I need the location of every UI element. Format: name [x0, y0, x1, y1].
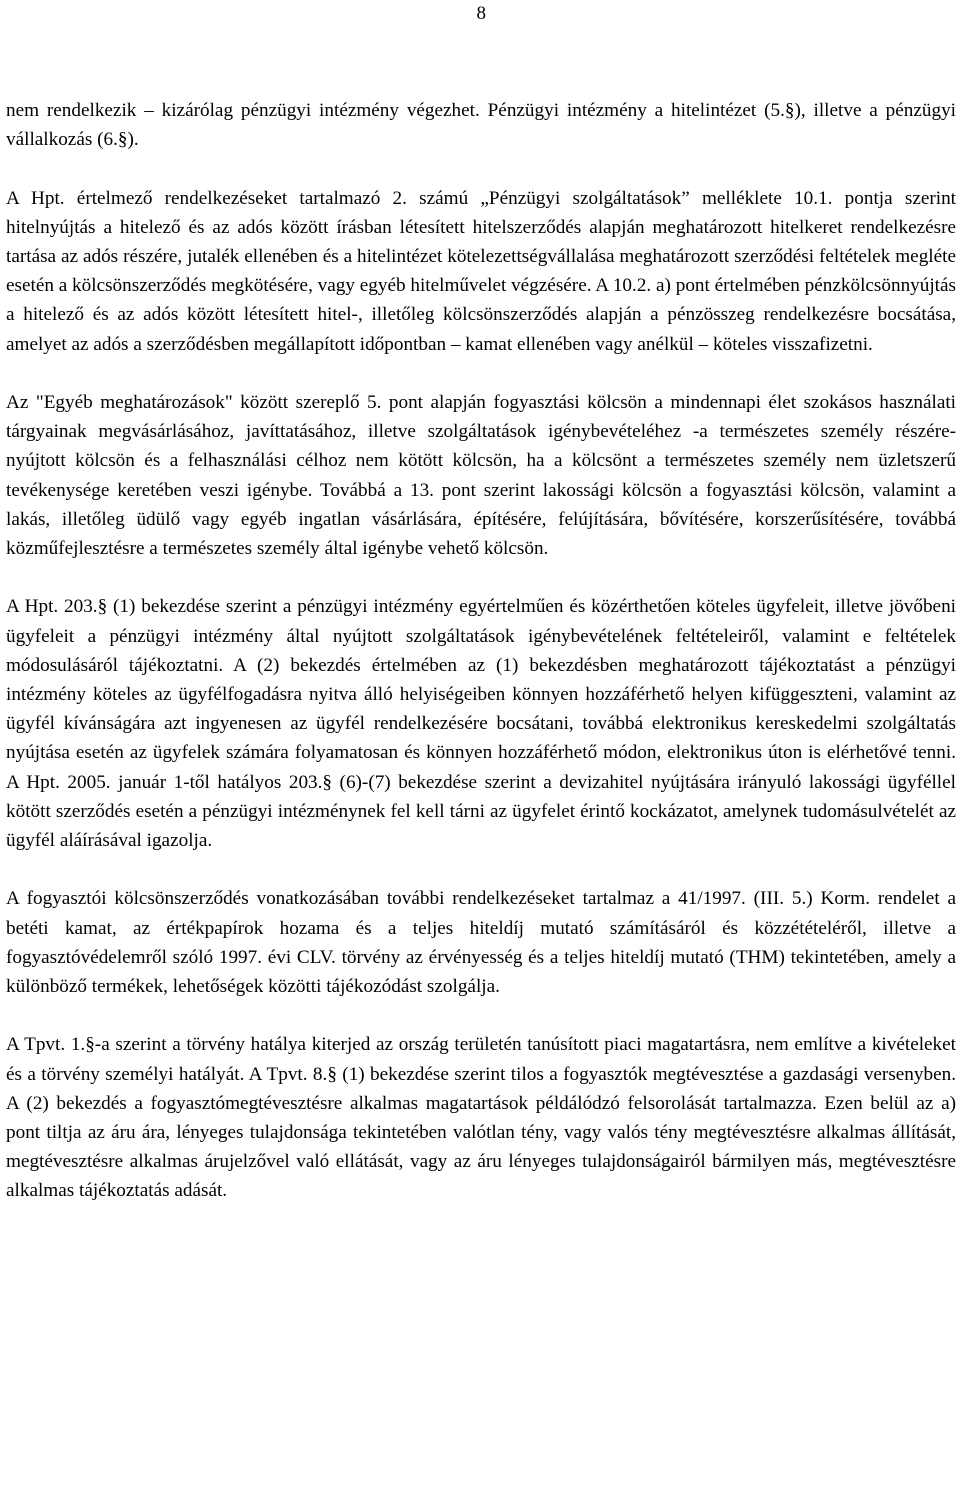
paragraph-1: nem rendelkezik – kizárólag pénzügyi intézmény végezhet. Pénzügyi intézmény a hitelintézet (5.§), illetve a pénzügyi vállalkozás (6.§).: [6, 100, 956, 151]
paragraph-4: A Hpt. 203.§ (1) bekezdése szerint a pénzügyi intézmény egyértelműen és közérthetően köteles ügyfeleit, illetve jövőbeni ügyfeleit a pénzügyi intézmény által nyújtott szolgáltatások igénybevételének feltételeiről, valamint e feltételek módosulásáról tájékoztatni. A (2) bekezdés értelmében az (1) bekezdésben meghatározott tájékoztatást a pénzügyi intézmény köteles az ügyfélfogadásra nyitva álló helyiségeiben könnyen hozzáférhető helyen kifüggeszteni, valamint az ügyfél kívánságára azt ingyenesen az ügyfél rendelkezésére bocsátani, továbbá elektronikus kereskedelmi szolgáltatás nyújtása esetén az ügyfelek számára folyamatosan és könnyen hozzáférhető módon, elektronikus úton is elérhetővé tenni. A Hpt. 2005. január 1-től hatályos 203.§ (6)-(7) bekezdése szerint a devizahitel nyújtására irányuló lakossági ügyféllel kötött szerződés esetén a pénzügyi intézménynek fel kell tárni az ügyfelet érintő kockázatot, amelynek tudomásulvételét az ügyfél aláírásával igazolja.: [6, 596, 956, 852]
paragraph-3: Az "Egyéb meghatározások" között szereplő 5. pont alapján fogyasztási kölcsön a mindennapi élet szokásos használati tárgyainak megvásárlásához, javíttatásához, illetve szolgáltatások igénybevételéhez -a természetes személy részére- nyújtott kölcsön és a felhasználási célhoz nem kötött kölcsön, ha a kölcsönt a természetes személy nem üzletszerű tevékenysége keretében veszi igénybe. Továbbá a 13. pont szerint lakossági kölcsön a fogyasztási kölcsön, valamint a lakás, illetőleg üdülő vagy egyéb ingatlan vásárlására, építésére, felújítására, bővítésére, korszerűsítésére, továbbá közműfejlesztésre a természetes személy által igénybe vehető kölcsön.: [6, 392, 956, 560]
paragraph-6: A Tpvt. 1.§-a szerint a törvény hatálya kiterjed az ország területén tanúsított piaci magatartásra, nem említve a kivételeket és a törvény személyi hatályát. A Tpvt. 8.§ (1) bekezdése szerint tilos a fogyasztók megtévesztése a gazdasági versenyben. A (2) bekezdés a fogyasztómegtévesztésre alkalmas magatartások példálódzó felsorolását tartalmazza. Ezen belül az a) pont tiltja az áru ára, lényeges tulajdonsága tekintetében valótlan tény, vagy valós tény megtévesztésre alkalmas állítását, megtévesztésre alkalmas árujelzővel való ellátását, vagy az áru lényeges tulajdonságairól bármilyen más, megtévesztésre alkalmas tájékoztatás adását.: [6, 1034, 956, 1202]
paragraph-5: A fogyasztói kölcsönszerződés vonatkozásában további rendelkezéseket tartalmaz a 41/1997. (III. 5.) Korm. rendelet a betéti kamat, az értékpapírok hozama és a teljes hiteldíj mutató számításáról és közzétételéről, illetve a fogyasztóvédelemről szóló 1997. évi CLV. törvény az érvényesség és a teljes hiteldíj mutató (THM) tekintetében, amely a különböző termékek, lehetőségek közötti tájékozódást szolgálja.: [6, 888, 956, 998]
page-number-text: 8: [476, 3, 486, 24]
paragraph-2: A Hpt. értelmező rendelkezéseket tartalmazó 2. számú „Pénzügyi szolgáltatások” melléklete 10.1. pontja szerint hitelnyújtás a hitelező és az adós között írásban létesített hitelszerződés alapján meghatározott hitelkeret rendelkezésre tartása az adós részére, jutalék ellenében és a hitelintézet kötelezettségvállalása meghatározott szerződési feltételek megléte esetén a kölcsönszerződés megkötésére, vagy egyéb hitelművelet végzésére. A 10.2. a) pont értelmében pénzkölcsönnyújtás a hitelező és az adós között létesített hitel-, illetőleg kölcsönszerződés alapján a pénzösszeg rendelkezésre bocsátása, amelyet az adós a szerződésben megállapított időpontban – kamat ellenében vagy anélkül – köteles visszafizetni.: [6, 187, 956, 355]
document-body: [6, 96, 956, 1235]
